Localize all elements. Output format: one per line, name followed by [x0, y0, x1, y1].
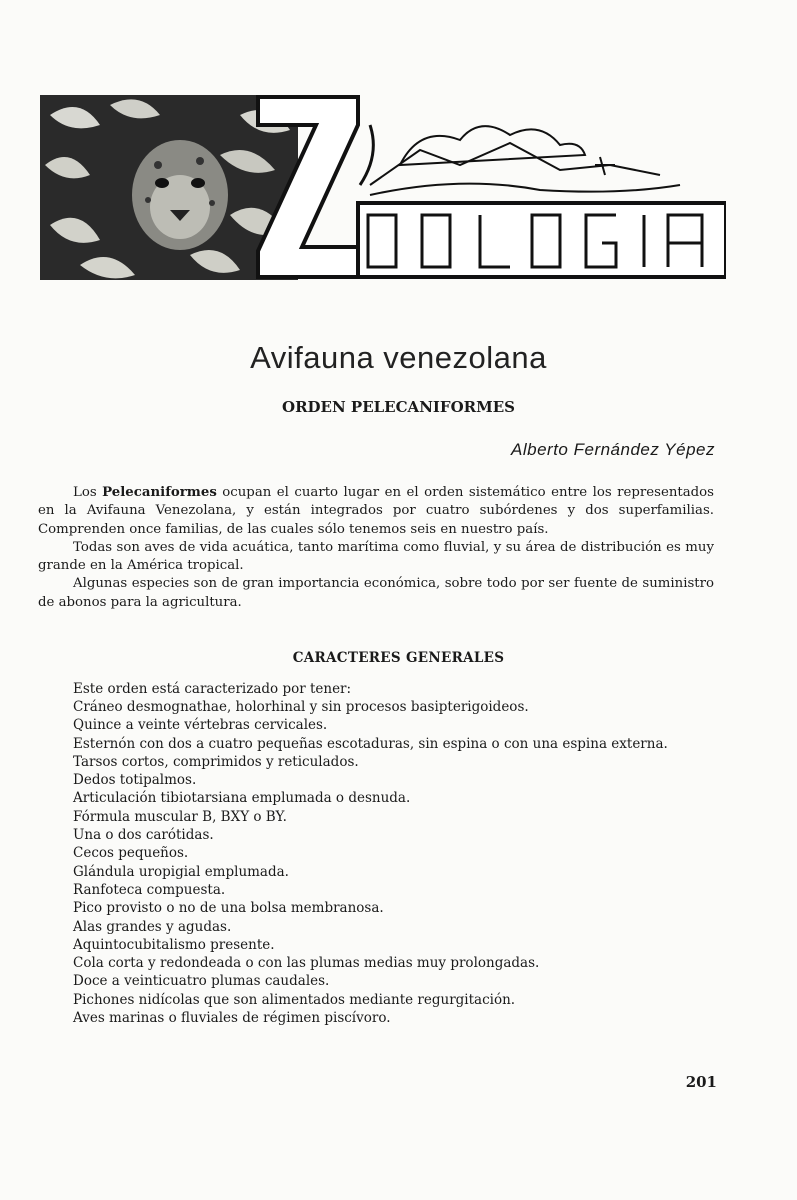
list-item: Ranfoteca compuesta.: [73, 881, 226, 898]
list-item: Una o dos carótidas.: [73, 827, 214, 844]
article-title: Avifauna venezolana: [250, 340, 547, 375]
characteristics-list: [73, 698, 713, 1027]
list-item: Alas grandes y agudas.: [73, 918, 232, 935]
list-item: Quince a veinte vértebras cervicales.: [73, 717, 328, 734]
characteristics-lead: Este orden está caracterizado por tener:: [73, 681, 352, 697]
list-item: Dedos totipalmos.: [73, 772, 197, 789]
article-author: Alberto Fernández Yépez: [511, 440, 715, 459]
intro-p1-post: ocupan el cuarto lugar en el orden sistemático entre los representados en la Avifauna Venezolana, y están integrados por cuatro subórdenes y dos superfamilias. Comprenden once familias, de las cuales sólo tenemos seis en nuestro país.: [38, 485, 714, 537]
banner-illustration: [40, 95, 726, 280]
intro-paragraph-1: [38, 484, 714, 539]
list-item: Doce a veinticuatro plumas caudales.: [73, 973, 330, 990]
list-item: Articulación tibiotarsiana emplumada o desnuda.: [73, 790, 411, 807]
list-item: Cráneo desmognathae, holorhinal y sin procesos basipterigoideos.: [73, 699, 529, 715]
list-item: Pichones nidícolas que son alimentados mediante regurgitación.: [73, 991, 516, 1008]
intro-p1-pre: Los: [73, 485, 103, 500]
list-item: Esternón con dos a cuatro pequeñas escotaduras, sin espina o con una espina externa.: [73, 735, 668, 752]
intro-paragraph-2: Todas son aves de vida acuática, tanto marítima como fluvial, y su área de distribución es muy grande en la América tropical.: [38, 539, 714, 574]
intro-paragraph-3: Algunas especies son de gran importancia económica, sobre todo por ser fuente de suministro de abonos para la agricultura.: [38, 576, 714, 610]
list-item: Cola corta y redondeada o con las plumas medias muy prolongadas.: [73, 955, 540, 972]
zoologia-banner: [40, 95, 726, 280]
list-item: Tarsos cortos, comprimidos y reticulados.: [73, 753, 359, 770]
list-item: Cecos pequeños.: [73, 845, 189, 862]
intro-section: [38, 484, 714, 612]
landscape-illustration: [360, 125, 680, 195]
page-number: 201: [685, 1073, 717, 1091]
article-subtitle: ORDEN PELECANIFORMES: [282, 398, 515, 416]
section-heading: CARACTERES GENERALES: [292, 650, 505, 666]
list-item: Glándula uropigial emplumada.: [73, 863, 289, 880]
list-item: Aquintocubitalismo presente.: [73, 936, 275, 953]
list-item: Pico provisto o no de una bolsa membranosa.: [73, 900, 384, 917]
intro-p1-bold: Pelecaniformes: [102, 485, 217, 500]
list-item: Aves marinas o fluviales de régimen piscívoro.: [73, 1010, 391, 1027]
letter-boxes-oologia: [358, 203, 726, 277]
list-item: Fórmula muscular B, BXY o BY.: [73, 808, 287, 825]
